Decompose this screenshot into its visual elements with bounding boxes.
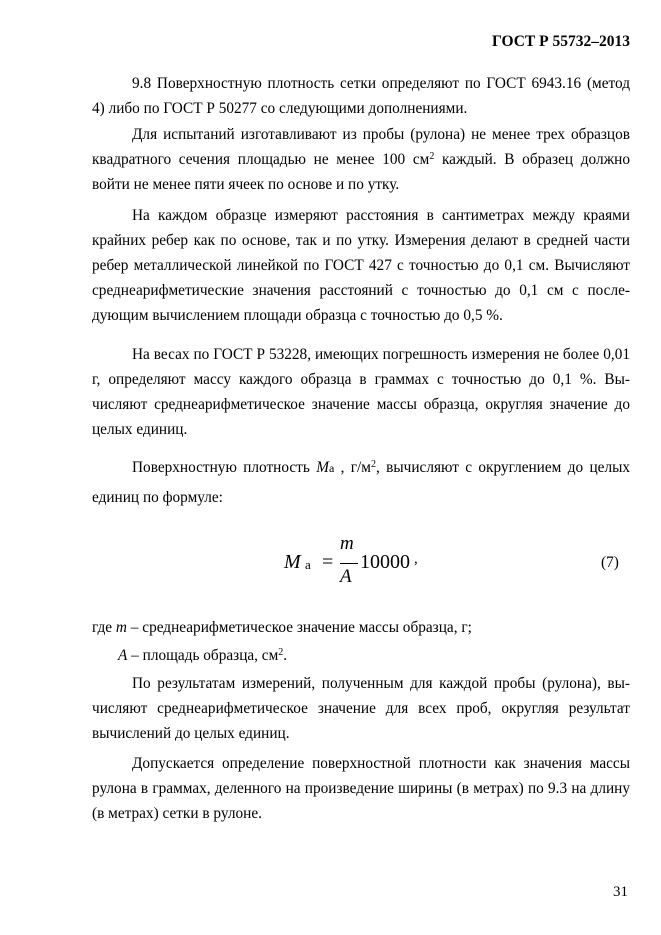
unit-text: , г/м bbox=[334, 459, 371, 476]
paragraph-weighing bbox=[92, 342, 630, 442]
superscript: 2 bbox=[278, 647, 284, 658]
formula-coefficient: 10000 bbox=[360, 551, 410, 573]
formula-equals: = bbox=[322, 551, 334, 573]
formula-lhs-subscript: а bbox=[305, 557, 311, 572]
paragraph-measurement bbox=[92, 203, 630, 328]
formula-7 bbox=[284, 531, 544, 591]
paragraph-text: По результатам измерений, полученным для каждой пробы (рулона), вы-числяют среднеарифметическое значение для всех проб, округляя результат вычислений до целых единиц. bbox=[92, 675, 630, 742]
paragraph-text: Для испытаний изготавливают из пробы (рулона) не менее трех образцов квадратного сечения площадью не менее 100 см bbox=[92, 126, 630, 168]
paragraph-samples bbox=[92, 122, 630, 197]
where-m: где m – среднеарифметическое значение массы образца, г; bbox=[92, 619, 472, 636]
symbol-m: m bbox=[115, 619, 127, 636]
paragraph-9-8 bbox=[92, 71, 630, 121]
superscript: 2 bbox=[371, 459, 376, 470]
paragraph-allowed bbox=[92, 751, 630, 826]
paragraph-density-intro bbox=[92, 453, 630, 513]
paragraph-results bbox=[92, 671, 630, 746]
fraction-bar bbox=[340, 563, 358, 564]
paragraph-text: Поверхностную плотность bbox=[132, 459, 317, 476]
paragraph-text: На каждом образце измеряют расстояния в сантиметрах между краями крайних ребер как по основе, так и по утку. Измерения делают в средней части ребер металлической линейкой по ГОСТ 427 с точностью до 0,1 см. Вычисляют среднеарифметические значения расстояний с точностью до 0,1 см с после-дующим вычислением площади образца с точностью до 0,5 %. bbox=[92, 207, 630, 324]
paragraph-text: 9.8 Поверхностную плотность сетки определяют по ГОСТ 6943.16 (метод 4) либо по ГОСТ Р 50277 со следующими дополнениями. bbox=[92, 75, 630, 117]
paragraph-text: каждый. В образец должно войти не менее пяти ячеек по основе и по утку. bbox=[92, 151, 630, 193]
document-header: ГОСТ Р 55732–2013 bbox=[492, 33, 630, 50]
formula-numerator: m bbox=[340, 533, 354, 554]
formula-comma: , bbox=[414, 551, 418, 567]
symbol-subscript: а bbox=[328, 461, 335, 475]
symbol-A: A bbox=[118, 647, 128, 664]
equation-number: (7) bbox=[601, 554, 619, 571]
superscript: 2 bbox=[429, 151, 435, 162]
symbol-M: M bbox=[316, 459, 329, 476]
formula-lhs: M bbox=[284, 551, 301, 573]
where-a: A – площадь образца, $см^2$. bbox=[118, 647, 288, 664]
paragraph-text: , вычисляют с округлением до целых единиц по формуле: bbox=[92, 459, 631, 506]
formula-denominator: A bbox=[340, 566, 352, 587]
paragraph-text: На весах по ГОСТ Р 53228, имеющих погрешность измерения не более 0,01 г, определяют массу каждого образца в граммах с точностью до 0,1 %. Вы-числяют среднеарифметическое значение массы образца, округляя значение до целых единиц. bbox=[92, 346, 630, 438]
page-number: 31 bbox=[613, 884, 628, 900]
paragraph-text: Допускается определение поверхностной плотности как значения массы рулона в граммах, деленного на произведение ширины (в метрах) по 9.3 на длину (в метрах) сетки в рулоне. bbox=[92, 755, 630, 822]
